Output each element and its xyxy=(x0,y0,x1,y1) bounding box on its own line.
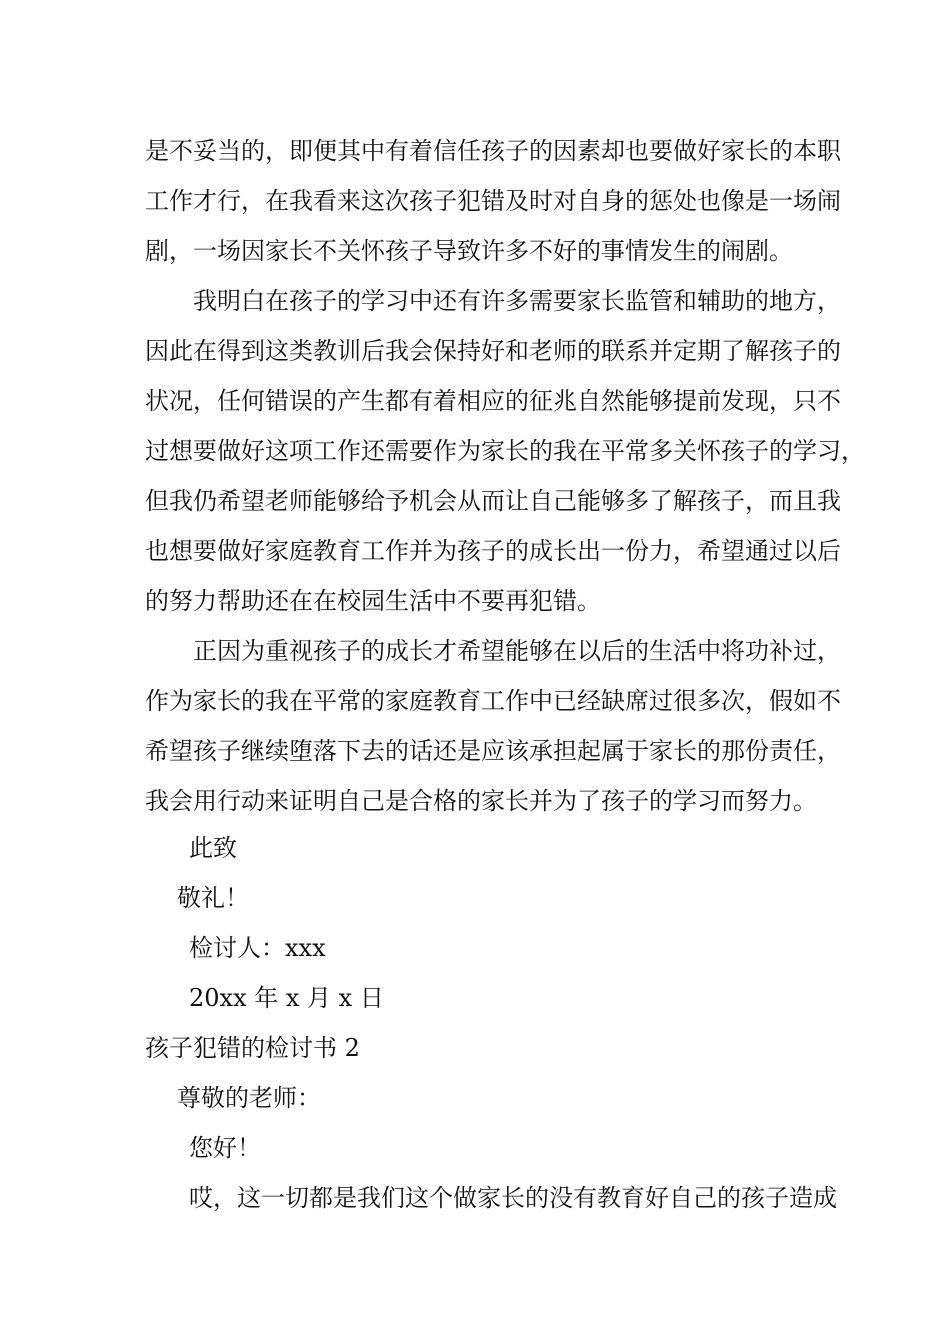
next-letter-greeting: 尊敬的老师： xyxy=(177,1084,321,1112)
next-letter-title: 孩子犯错的检讨书 2 xyxy=(145,1034,360,1062)
paragraph3-line-1: 正因为重视孩子的成长才希望能够在以后的生活中将功补过， xyxy=(193,637,841,665)
next-letter-first-line: 哎，这一切都是我们这个做家长的没有教育好自己的孩子造成 xyxy=(189,1184,837,1212)
paragraph1-line-3: 剧，一场因家长不关怀孩子导致许多不好的事情发生的闹剧。 xyxy=(145,237,793,265)
paragraph2-line-5: 但我仍希望老师能够给予机会从而让自己能够多了解孩子，而且我 xyxy=(145,487,841,515)
paragraph3-line-3: 希望孩子继续堕落下去的话还是应该承担起属于家长的那份责任， xyxy=(145,737,841,765)
next-letter-hello: 您好！ xyxy=(189,1134,261,1162)
paragraph2-line-6: 也想要做好家庭教育工作并为孩子的成长出一份力，希望通过以后 xyxy=(145,537,841,565)
paragraph1-line-1: 是不妥当的，即便其中有着信任孩子的因素却也要做好家长的本职 xyxy=(145,137,841,165)
closing-signer: 检讨人：xxx xyxy=(189,934,326,962)
paragraph2-line-7: 的努力帮助还在在校园生活中不要再犯错。 xyxy=(145,587,601,615)
paragraph1-line-2: 工作才行，在我看来这次孩子犯错及时对自身的惩处也像是一场闹 xyxy=(145,187,841,215)
closing-date: 20xx 年 x 月 x 日 xyxy=(189,984,384,1012)
paragraph2-line-4: 过想要做好这项工作还需要作为家长的我在平常多关怀孩子的学习， xyxy=(145,437,865,465)
paragraph3-line-4: 我会用行动来证明自己是合格的家长并为了孩子的学习而努力。 xyxy=(145,787,817,815)
paragraph2-line-2: 因此在得到这类教训后我会保持好和老师的联系并定期了解孩子的 xyxy=(145,337,841,365)
paragraph2-line-3: 状况，任何错误的产生都有着相应的征兆自然能够提前发现，只不 xyxy=(145,387,841,415)
closing-salutation: 此致 xyxy=(189,834,237,862)
paragraph3-line-2: 作为家长的我在平常的家庭教育工作中已经缺席过很多次，假如不 xyxy=(145,687,841,715)
paragraph2-line-1: 我明白在孩子的学习中还有许多需要家长监管和辅助的地方， xyxy=(193,287,841,315)
closing-respect: 敬礼！ xyxy=(177,884,249,912)
